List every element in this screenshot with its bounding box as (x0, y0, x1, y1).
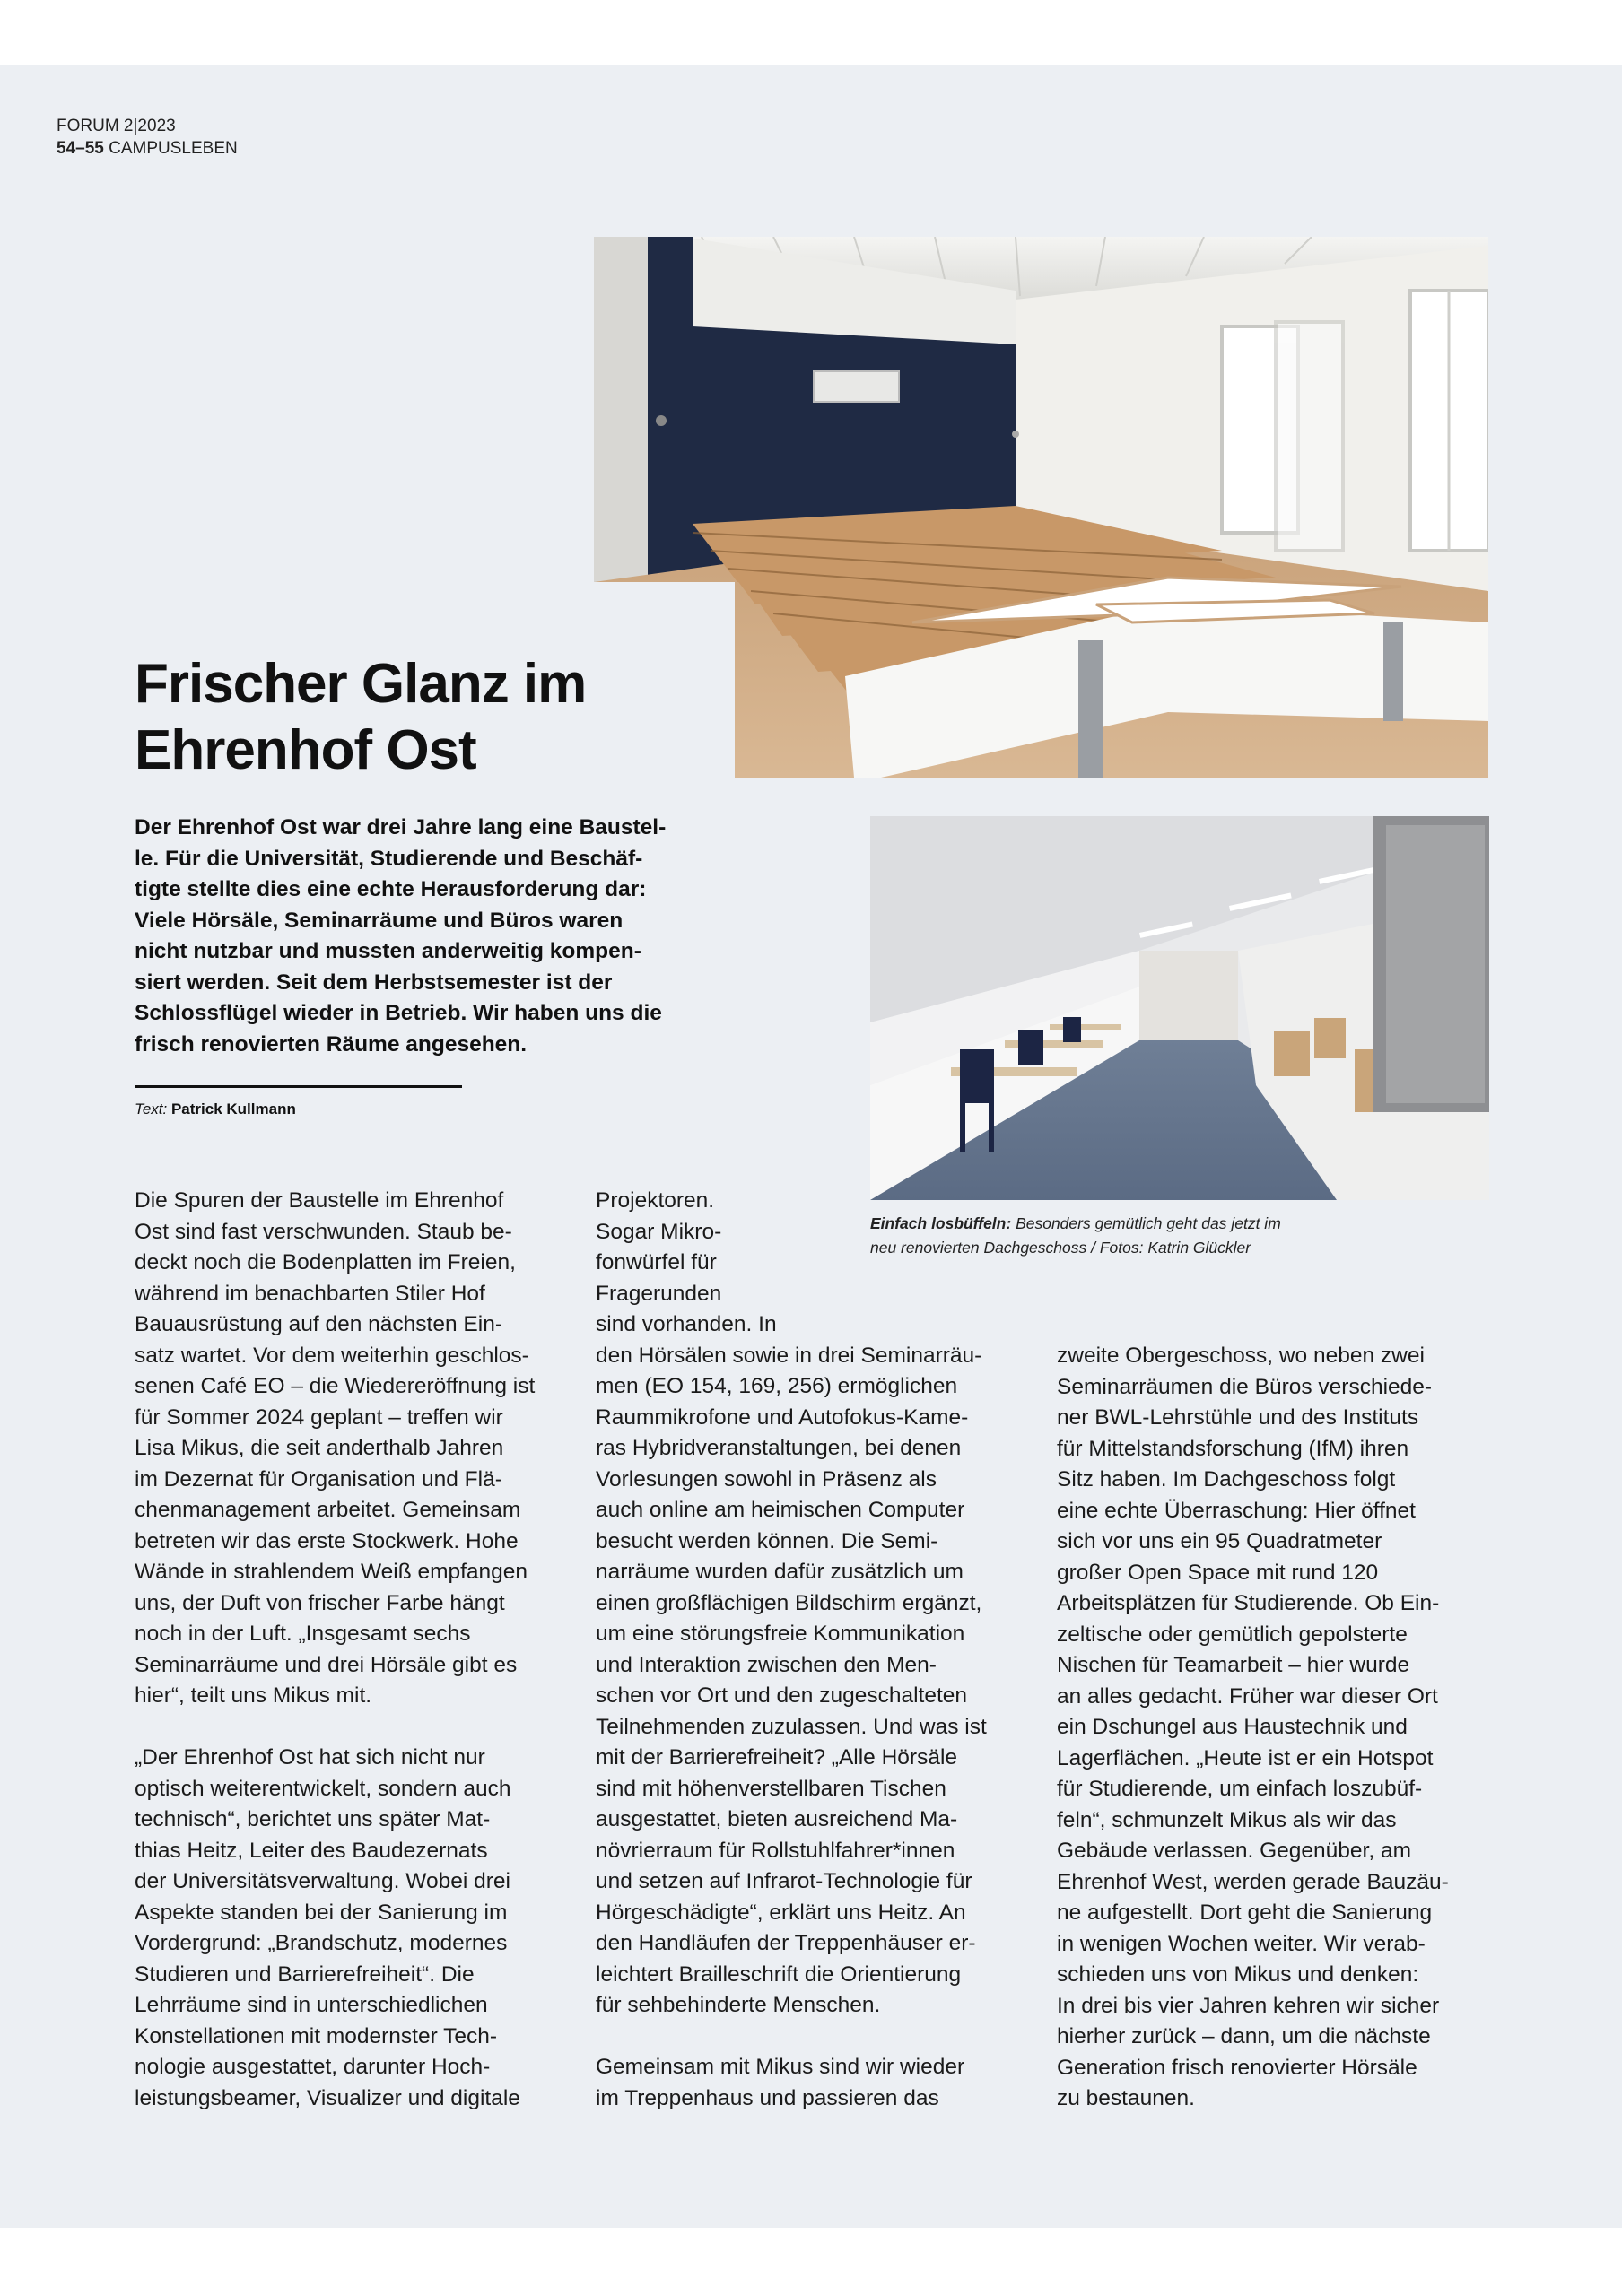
issue-label: FORUM 2|2023 (57, 117, 176, 135)
byline-label: Text: (135, 1100, 168, 1118)
byline (135, 1099, 296, 1120)
body-col1-paragraph2: „Der Ehrenhof Ost hat sich nicht nur optisch weiterentwickelt, sondern auch technisch“, berichtet uns später Mat- thias Heitz, Leiter des Baudezernats der Universitätsverwaltung. Wobei drei Aspekte standen bei der Sanierung im Vordergrund: „Brandschutz, modernes Studieren und Barrierefreiheit“. Die Lehrräume sind in unterschiedlichen Konstellationen mit modernster Tech- nologie ausgestattet, darunter Hoch- leistungsbeamer, Visualizer und digitale (135, 1745, 520, 2110)
article-title: Frischer Glanz im Ehrenhof Ost (135, 653, 587, 781)
byline-author: Patrick Kullmann (170, 1100, 296, 1118)
body-col1-paragraph1: Die Spuren der Baustelle im Ehrenhof Ost sind fast verschwunden. Staub be- deckt noch die Bodenplatten im Freien, während im benachbarten Stiler Hof Bauausrüstung auf den nächsten Ein- satz wartet. Vor dem weiterhin geschlos- senen Café EO – die Wiedereröffnung ist für Sommer 2024 geplant – treffen wir Lisa Mikus, die seit anderthalb Jahren im Dezernat für Organisation und Flä- chenmanagement arbeitet. Gemeinsam betreten wir das erste Stockwerk. Hohe Wände in strahlendem Weiß empfangen uns, der Duft von frischer Farbe hängt noch in der Luft. „Insgesamt sechs Seminarräume und drei Hörsäle gibt es hier“, teilt uns Mikus mit. (135, 1188, 536, 1708)
body-col3-paragraph1: zweite Obergeschoss, wo neben zwei Seminarräumen die Büros verschiede- ner BWL-Lehrstühle und des Instituts für Mittelstandsforschung (IfM) ihren Sitz haben. Im Dachgeschoss folgt eine echte Überraschung: Hier öffnet sich vor uns ein 95 Quadratmeter großer Open Space mit rund 120 Arbeitsplätzen für Studierende. Ob Ein- zeltische oder gemütlich gepolsterte Nischen für Teamarbeit – hier wurde an alles gedacht. Früher war dieser Ort ein Dschungel aus Haustechnik und Lagerflächen. „Heute ist er ein Hotspot für Studierende, um einfach loszubüf- feln“, schmunzelt Mikus als wir das Gebäude verlassen. Gegenüber, am Ehrenhof West, werden gerade Bauzäu- ne aufgestellt. Dort geht die Sanierung in wenigen Wochen weiter. Wir verab- schieden uns von Mikus und denken: In drei bis vier Jahren kehren wir sicher hierher zurück – dann, um die nächste Generation frisch renovierter Hörsäle zu bestaunen. (1057, 1344, 1449, 2110)
byline-divider (135, 1085, 462, 1088)
body-col2-paragraph2: Gemeinsam mit Mikus sind wir wieder im Treppenhaus und passieren das (596, 2055, 965, 2110)
section-label: CAMPUSLEBEN (109, 139, 238, 158)
lecture-hall-photo (594, 237, 1488, 778)
caption-text: Besonders gemütlich geht das jetzt im neu renovierten Dachgeschoss / Fotos: Katrin Glückler (870, 1214, 1281, 1257)
article-lead: Der Ehrenhof Ost war drei Jahre lang eine Baustel- le. Für die Universität, Studierende und Beschäf- tigte stellte dies eine echte Herausforderung dar: Viele Hörsäle, Seminarräume und Büros waren nicht nutzbar und mussten anderweitig kompen- siert werden. Seit dem Herbstsemester ist der Schlossflügel wieder in Betrieb. Wir haben uns die frisch renovierten Räume angesehen. (135, 815, 667, 1057)
page-section (57, 137, 238, 160)
attic-study-photo (870, 816, 1489, 1200)
page-numbers: 54–55 (57, 139, 104, 158)
page-header (57, 115, 238, 160)
body-col2-paragraph1: Projektoren. Sogar Mikro- fonwürfel für Fragerunden sind vorhanden. In den Hörsälen sowie in drei Seminarräu- men (EO 154, 169, 256) ermöglichen Raummikrofone und Autofokus-Kame- ras Hybridveranstaltungen, bei denen Vorlesungen sowohl in Präsenz als auch online am heimischen Computer besucht werden können. Die Semi- narräume wurden dafür zusätzlich um einen großflächigen Bildschirm ergänzt, um eine störungsfreie Kommunikation und Interaktion zwischen den Men- schen vor Ort und den zugeschalteten Teilnehmenden zuzulassen. Und was ist mit der Barrierefreiheit? „Alle Hörsäle sind mit höhenverstellbaren Tischen ausgestattet, bieten ausreichend Ma- növrierraum für Rollstuhlfahrer*innen und setzen auf Infrarot-Technologie für Hörgeschädigte“, erklärt uns Heitz. An den Handläufen der Treppenhäuser er- leichtert Brailleschrift die Orientierung für sehbehinderte Menschen. (596, 1188, 987, 2017)
caption-lead: Einfach losbüffeln: (870, 1214, 1012, 1232)
